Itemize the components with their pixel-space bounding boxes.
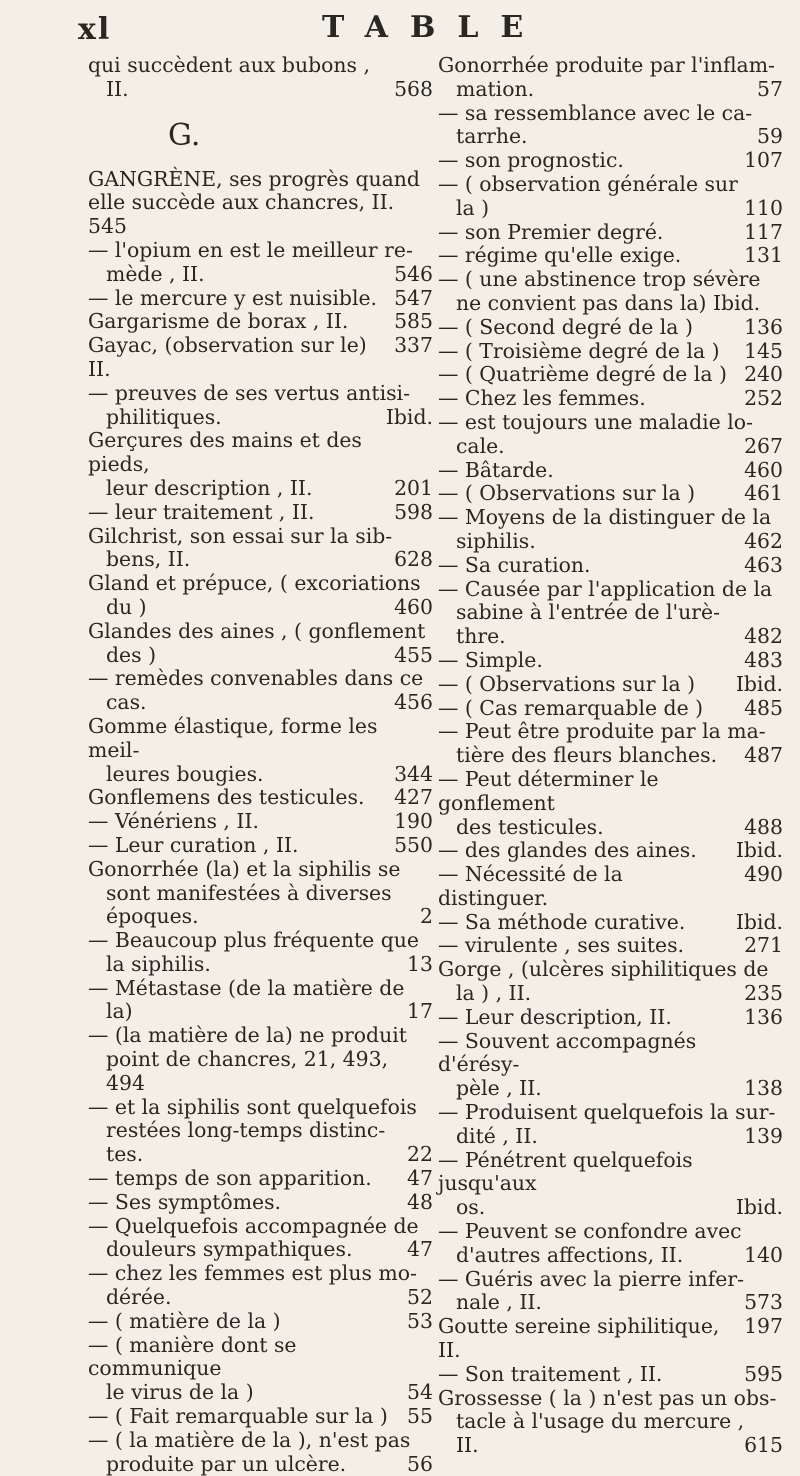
entry-page-number: 490 [744, 862, 783, 887]
entry-text: — Vénériens , II. [88, 809, 259, 834]
entry-text: — Peut déterminer le gonflement [438, 766, 659, 815]
index-entry [438, 958, 783, 982]
entry-page-number: 573 [744, 1290, 783, 1315]
entry-text: leur description , II. [106, 475, 313, 500]
entry-page-number: 13 [407, 951, 433, 976]
entry-text: — est toujours une maladie lo- [438, 409, 753, 434]
entry-page-number: 145 [744, 338, 783, 363]
entry-text: philitiques. [106, 404, 222, 429]
entry-page-number: 427 [394, 785, 433, 810]
index-entry [438, 1363, 783, 1387]
index-entry [88, 1191, 433, 1215]
index-entry [438, 506, 783, 530]
index-entry [88, 239, 433, 263]
index-entry [438, 149, 783, 173]
index-entry [438, 268, 783, 292]
entry-page-number: 131 [744, 243, 783, 268]
entry-page-number: Ibid. [735, 671, 783, 696]
entry-page-number: 344 [394, 761, 433, 786]
entry-page-number: 485 [744, 695, 783, 720]
entry-text: — ( Second degré de la ) [438, 314, 693, 339]
entry-text: — Guéris avec la pierre infer- [438, 1266, 744, 1291]
entry-page-number: 138 [744, 1076, 783, 1101]
index-entry [438, 221, 783, 245]
entry-text: pèle , II. [456, 1076, 542, 1101]
entry-text: la siphilis. [106, 951, 211, 976]
index-entry [88, 1048, 433, 1096]
entry-text: Glandes des aines , ( gonflement [88, 618, 426, 643]
entry-text: — preuves de ses vertus antisi- [88, 380, 410, 405]
page-header [0, 10, 800, 46]
entry-text: époques. [106, 904, 199, 929]
index-entry [438, 1125, 783, 1149]
entry-text: — le mercure y est nuisible. [88, 285, 378, 310]
entry-text: II. [456, 1433, 479, 1458]
entry-text: — Bâtarde. [438, 457, 554, 482]
index-entry [438, 1149, 783, 1197]
entry-text: — Chez les femmes. [438, 386, 646, 411]
entry-page-number: 456 [394, 690, 433, 715]
entry-text: des ) [106, 642, 157, 667]
entry-text: produite par un ulcère. [106, 1451, 347, 1476]
entry-text: tarrhe. [456, 124, 528, 149]
index-entry [438, 1315, 783, 1363]
entry-text: cas. [106, 690, 147, 715]
entry-text: — ( une abstinence trop sévère [438, 267, 761, 292]
index-entry [438, 244, 783, 268]
entry-text: — leur traitement , II. [88, 499, 315, 524]
index-entry [88, 1381, 433, 1405]
index-entry [438, 1196, 783, 1220]
entry-page-number: 136 [744, 1004, 783, 1029]
entry-page-number: 463 [744, 552, 783, 577]
index-entry [438, 102, 783, 126]
entry-text: II. [106, 76, 129, 101]
entry-page-number: 487 [744, 743, 783, 768]
entry-text: — Sa méthode curative. [438, 909, 686, 934]
entry-text: tière des fleurs blanches. [456, 743, 718, 768]
index-entry [88, 905, 433, 929]
index-entry [438, 1268, 783, 1292]
index-entry [88, 929, 433, 953]
entry-text: nale , II. [456, 1290, 542, 1315]
entry-text: Gonorrhée (la) et la siphilis se [88, 856, 401, 881]
index-entry [88, 834, 433, 858]
left-index-column [88, 54, 433, 1476]
entry-page-number: 337 [394, 333, 433, 358]
index-entry [438, 292, 783, 316]
entry-text: la ) , II. [456, 981, 532, 1006]
entry-text: dité , II. [456, 1123, 538, 1148]
entry-text: — chez les femmes est plus mo- [88, 1261, 417, 1286]
index-entry [438, 673, 783, 697]
index-entry [88, 858, 433, 882]
index-entry [438, 649, 783, 673]
entry-text: os. [456, 1195, 486, 1220]
index-entry [438, 78, 783, 102]
index-entry [88, 1429, 433, 1453]
index-entry [438, 387, 783, 411]
running-title: TABLE [322, 10, 546, 45]
entry-page-number: 546 [394, 261, 433, 286]
index-entry [438, 982, 783, 1006]
entry-page-number: 585 [394, 309, 433, 334]
index-entry [438, 554, 783, 578]
entry-text: — Souvent accompagnés d'érésy- [438, 1028, 697, 1077]
index-entry [438, 578, 783, 602]
index-entry [88, 644, 433, 668]
entry-text: — ( Cas remarquable de ) [438, 695, 704, 720]
entry-text: — Peuvent se confondre avec [438, 1219, 742, 1244]
entry-page-number: 55 [407, 1404, 433, 1429]
entry-text: dérée. [106, 1285, 172, 1310]
entry-text: — et la siphilis sont quelquefois [88, 1094, 417, 1119]
index-entry [88, 334, 433, 382]
index-entry [438, 340, 783, 364]
index-entry [438, 530, 783, 554]
page-folio: xl [78, 12, 112, 47]
entry-text: — ( la matière de la ), n'est pas [88, 1427, 411, 1452]
entry-text: sabine à l'entrée de l'urè- [456, 600, 720, 625]
entry-page-number: 568 [394, 76, 433, 101]
entry-text: GANGRÈNE, ses progrès quand [88, 166, 420, 191]
entry-page-number: 22 [407, 1142, 433, 1167]
index-entry [88, 786, 433, 810]
index-entry [438, 1006, 783, 1030]
entry-text: — sa ressemblance avec le ca- [438, 100, 753, 125]
entry-page-number: 140 [744, 1242, 783, 1267]
entry-page-number: 52 [407, 1285, 433, 1310]
index-entry [88, 953, 433, 977]
index-entry [438, 1410, 783, 1434]
index-entry [88, 1286, 433, 1310]
index-entry [88, 572, 433, 596]
index-entry [88, 1024, 433, 1048]
entry-text: Gerçures des mains et des pieds, [88, 428, 362, 477]
index-entry [88, 715, 433, 763]
entry-text: — régime qu'elle exige. [438, 243, 682, 268]
entry-page-number: 267 [744, 433, 783, 458]
entry-text: — son prognostic. [438, 148, 624, 173]
index-entry [88, 406, 433, 430]
index-entry [88, 1334, 433, 1382]
entry-page-number: 54 [407, 1380, 433, 1405]
index-entry [88, 382, 433, 406]
letter-heading: G. [168, 117, 201, 153]
entry-text: qui succèdent aux bubons , [88, 53, 370, 77]
index-entry [88, 1119, 433, 1143]
entry-page-number: 460 [744, 457, 783, 482]
entry-text: — Ses symptômes. [88, 1189, 282, 1214]
entry-text: — Leur curation , II. [88, 832, 299, 857]
entry-text: — Peut être produite par la ma- [438, 719, 766, 744]
index-entry [88, 667, 433, 691]
entry-text: douleurs sympathiques. [106, 1237, 353, 1262]
entry-page-number: 628 [394, 547, 433, 572]
entry-text: — virulente , ses suites. [438, 933, 685, 958]
entry-page-number: 197 [744, 1314, 783, 1339]
index-entry [438, 1291, 783, 1315]
entry-page-number: 53 [407, 1308, 433, 1333]
entry-page-number: 488 [744, 814, 783, 839]
index-entry [88, 977, 433, 1001]
index-entry [438, 482, 783, 506]
entry-text: — ( Observations sur la ) [438, 671, 696, 696]
entry-page-number: 47 [407, 1237, 433, 1262]
entry-page-number: 595 [744, 1361, 783, 1386]
index-entry [438, 173, 783, 197]
entry-page-number: Ibid. [735, 1195, 783, 1220]
index-entry [88, 620, 433, 644]
entry-text: Gorge , (ulcères siphilitiques de [438, 957, 769, 982]
entry-text: siphilis. [456, 528, 536, 553]
index-entry [88, 78, 433, 102]
index-entry [88, 763, 433, 787]
entry-page-number: 117 [744, 219, 783, 244]
index-entry [438, 125, 783, 149]
entry-page-number: 201 [394, 475, 433, 500]
entry-text: sont manifestées à diverses [106, 880, 392, 905]
entry-text: mation. [456, 76, 535, 101]
index-entry [88, 477, 433, 501]
index-entry [438, 435, 783, 459]
entry-text: — l'opium en est le meilleur re- [88, 237, 413, 262]
entry-page-number: 482 [744, 624, 783, 649]
entry-page-number: Ibid. [735, 909, 783, 934]
index-entry [88, 501, 433, 525]
entry-page-number: 598 [394, 499, 433, 524]
entry-text: — remèdes convenables dans ce [88, 666, 424, 691]
entry-text: Gonorrhée produite par l'inflam- [438, 53, 775, 77]
index-entry [438, 54, 783, 78]
entry-text: Gargarisme de borax , II. [88, 309, 349, 334]
index-entry [88, 54, 433, 78]
entry-text: Gland et prépuce, ( excoriations [88, 571, 421, 596]
entry-page-number: 483 [744, 647, 783, 672]
entry-page-number: 56 [407, 1451, 433, 1476]
entry-page-number: 460 [394, 594, 433, 619]
entry-page-number: 17 [407, 999, 433, 1024]
entry-page-number: 139 [744, 1123, 783, 1148]
entry-text: — Sa curation. [438, 552, 591, 577]
entry-page-number: 110 [744, 195, 783, 220]
entry-page-number: Ibid. [385, 404, 433, 429]
entry-text: — Métastase (de la matière de [88, 975, 405, 1000]
entry-text: — Moyens de la distinguer de la [438, 505, 772, 530]
index-entry [438, 697, 783, 721]
entry-page-number: 48 [407, 1189, 433, 1214]
entry-text: d'autres affections, II. [456, 1242, 684, 1267]
index-entry [88, 691, 433, 715]
entry-page-number: 235 [744, 981, 783, 1006]
entry-text: la) [106, 999, 133, 1024]
index-entry [438, 911, 783, 935]
entry-text: mède , II. [106, 261, 205, 286]
index-entry [438, 934, 783, 958]
index-entry [88, 429, 433, 477]
entry-text: — ( Troisième degré de la ) [438, 338, 720, 363]
entry-text: — Causée par l'application de la [438, 576, 773, 601]
entry-page-number: 240 [744, 362, 783, 387]
entry-text: — Beaucoup plus fréquente que [88, 928, 419, 953]
entry-text: Gomme élastique, forme les meil- [88, 713, 378, 762]
index-entry [438, 1244, 783, 1268]
index-entry [438, 839, 783, 863]
index-entry [438, 744, 783, 768]
entry-text: — ( observation générale sur [438, 171, 738, 196]
index-entry [438, 1387, 783, 1411]
index-entry [438, 720, 783, 744]
index-entry [438, 197, 783, 221]
entry-text: — ( manière dont se communique [88, 1332, 297, 1381]
entry-page-number: 271 [744, 933, 783, 958]
index-entry [88, 1143, 433, 1167]
index-entry [88, 263, 433, 287]
index-entry [438, 1220, 783, 1244]
entry-page-number: 59 [757, 124, 783, 149]
entry-text: tes. [106, 1142, 144, 1167]
entry-page-number: 252 [744, 386, 783, 411]
index-entry [88, 287, 433, 311]
entry-text: la ) [456, 195, 490, 220]
entry-text: Goutte sereine siphilitique, II. [438, 1314, 720, 1363]
index-entry [88, 310, 433, 334]
entry-text: Gilchrist, son essai sur la sib- [88, 523, 393, 548]
entry-text: thre. [456, 624, 506, 649]
entry-text: — Nécessité de la distinguer. [438, 862, 623, 910]
entry-text: cale. [456, 433, 505, 458]
index-entry [88, 1262, 433, 1286]
index-entry [438, 863, 783, 911]
entry-page-number: 47 [407, 1166, 433, 1191]
index-entry [88, 596, 433, 620]
entry-page-number: 107 [744, 148, 783, 173]
index-entry [88, 810, 433, 834]
index-entry [88, 1405, 433, 1429]
entry-text: Gayac, (observation sur le) II. [88, 333, 367, 381]
entry-text: — son Premier degré. [438, 219, 664, 244]
entry-text: tacle à l'usage du mercure , [456, 1409, 745, 1434]
right-index-column [438, 54, 783, 1458]
entry-text: bens, II. [106, 547, 191, 572]
entry-page-number: 615 [744, 1433, 783, 1458]
entry-text: — Quelquefois accompagnée de [88, 1213, 419, 1238]
entry-text: — (la matière de la) ne produit [88, 1023, 407, 1048]
entry-text: — ( Observations sur la ) [438, 481, 696, 506]
index-entry [438, 816, 783, 840]
entry-page-number: 57 [757, 76, 783, 101]
entry-page-number: 2 [420, 904, 433, 929]
entry-text: — Son traitement , II. [438, 1361, 663, 1386]
entry-text: — Simple. [438, 647, 543, 672]
index-entry [438, 1434, 783, 1458]
index-entry [88, 1215, 433, 1239]
index-entry [88, 1310, 433, 1334]
index-entry [88, 1453, 433, 1476]
entry-text: Gonflemens des testicules. [88, 785, 365, 810]
entry-page-number: 550 [394, 832, 433, 857]
entry-text: — des glandes des aines. [438, 838, 697, 863]
entry-text: — ( matière de la ) [88, 1308, 281, 1333]
index-entry [438, 459, 783, 483]
index-entry [438, 1030, 783, 1078]
index-entry [88, 1238, 433, 1262]
entry-text: Grossesse ( la ) n'est pas un obs- [438, 1385, 777, 1410]
entry-page-number: 461 [744, 481, 783, 506]
entry-text: — ( Quatrième degré de la ) [438, 362, 727, 387]
index-entry [88, 1167, 433, 1191]
entry-text: du ) [106, 594, 147, 619]
index-entry [88, 882, 433, 906]
index-entry [88, 168, 433, 192]
entry-page-number: Ibid. [735, 838, 783, 863]
entry-text: — ( Fait remarquable sur la ) [88, 1404, 388, 1429]
index-entry [438, 1077, 783, 1101]
index-entry [88, 191, 433, 239]
index-entry [438, 768, 783, 816]
index-entry [88, 1096, 433, 1120]
entry-text: — Pénétrent quelquefois jusqu'aux [438, 1147, 693, 1196]
entry-page-number: 455 [394, 642, 433, 667]
index-entry [438, 601, 783, 625]
entry-text: — Leur description, II. [438, 1004, 672, 1029]
entry-text: leures bougies. [106, 761, 264, 786]
entry-text: ne convient pas dans la) Ibid. [456, 290, 761, 315]
entry-page-number: 190 [394, 809, 433, 834]
index-entry [438, 363, 783, 387]
entry-text: le virus de la ) [106, 1380, 254, 1405]
entry-text: — Produisent quelquefois la sur- [438, 1100, 776, 1125]
entry-page-number: 547 [394, 285, 433, 310]
index-entry [88, 548, 433, 572]
entry-page-number: 136 [744, 314, 783, 339]
index-entry [88, 1000, 433, 1024]
entry-text: point de chancres, 21, 493, 494 [106, 1047, 389, 1095]
index-entry [438, 625, 783, 649]
entry-text: — temps de son apparition. [88, 1166, 372, 1191]
entry-text: restées long-temps distinc- [106, 1118, 386, 1143]
index-entry [438, 1101, 783, 1125]
entry-page-number: 462 [744, 528, 783, 553]
index-entry [438, 411, 783, 435]
index-entry [88, 525, 433, 549]
entry-text: elle succède aux chancres, II. 545 [88, 190, 395, 239]
index-entry [438, 316, 783, 340]
entry-text: des testicules. [456, 814, 604, 839]
